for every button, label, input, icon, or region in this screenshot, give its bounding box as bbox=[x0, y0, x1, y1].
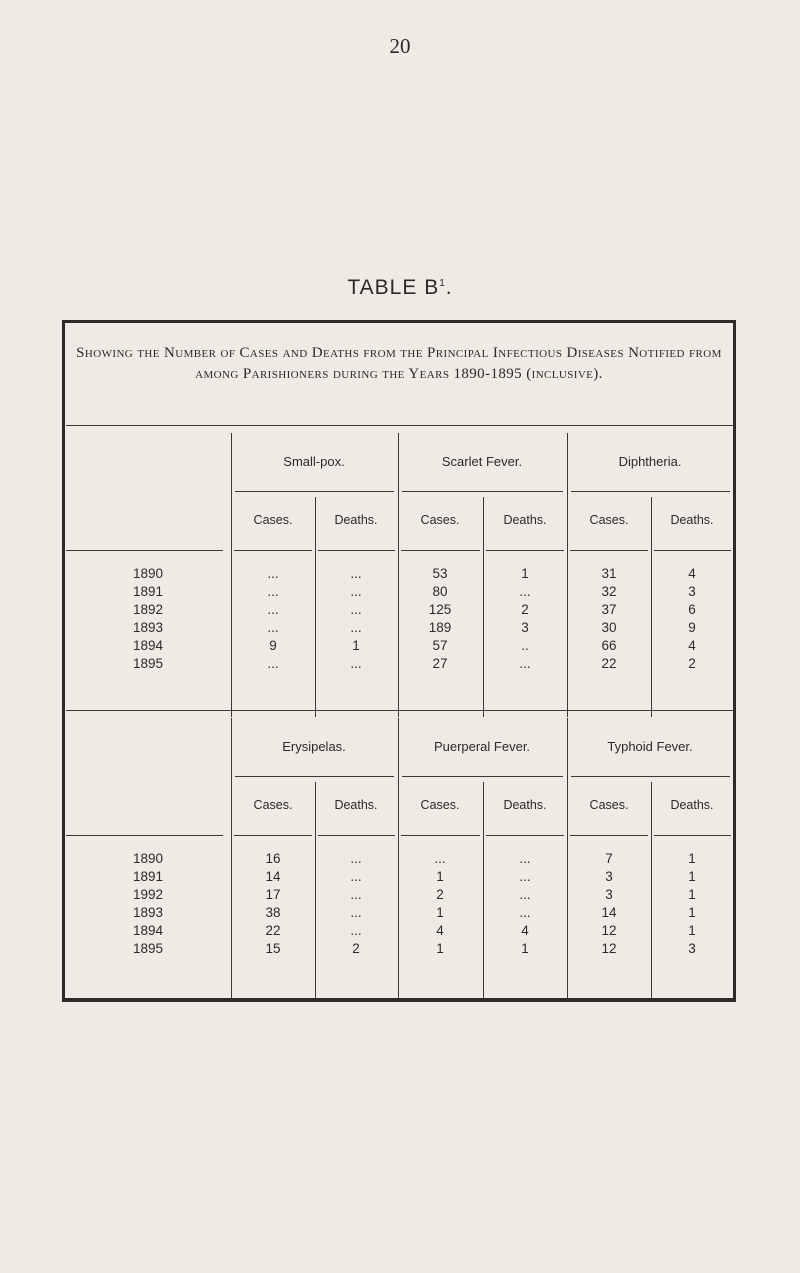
upper-row-value: 3 bbox=[688, 584, 696, 599]
upper-row-value: 30 bbox=[601, 620, 617, 635]
upper-subheader: Cases. bbox=[420, 513, 460, 527]
lower-row-value: 2 bbox=[436, 887, 444, 902]
upper-row-value: 2 bbox=[688, 656, 696, 671]
upper-row-year: 1892 bbox=[132, 602, 164, 617]
upper-row-value: 53 bbox=[432, 566, 448, 581]
lower-row-value: ... bbox=[350, 887, 362, 902]
upper-row-value: ... bbox=[350, 656, 362, 671]
upper-group-header: Diphtheria. bbox=[618, 454, 682, 469]
lower-subheader: Cases. bbox=[253, 798, 293, 812]
lower-row-value: 17 bbox=[265, 887, 281, 902]
lower-row-value: 2 bbox=[352, 941, 360, 956]
lower-header-rule bbox=[234, 835, 312, 836]
upper-row-value: 27 bbox=[432, 656, 448, 671]
lower-row-value: 3 bbox=[605, 887, 613, 902]
lower-subheader: Cases. bbox=[420, 798, 460, 812]
lower-column-divider bbox=[398, 718, 399, 1002]
upper-group-header: Small-pox. bbox=[283, 454, 345, 469]
upper-row-value: 9 bbox=[269, 638, 277, 653]
upper-subheader: Deaths. bbox=[503, 513, 547, 527]
lower-header-rule bbox=[66, 835, 223, 836]
lower-row-year: 1894 bbox=[132, 923, 164, 938]
lower-row-value: 1 bbox=[521, 941, 529, 956]
lower-column-divider bbox=[231, 718, 232, 1002]
upper-header-rule bbox=[486, 550, 564, 551]
upper-row-value: ... bbox=[519, 656, 531, 671]
upper-header-rule bbox=[654, 550, 731, 551]
upper-section-rule bbox=[66, 425, 734, 426]
table-title-text: TABLE B bbox=[347, 276, 440, 299]
lower-row-value: ... bbox=[519, 887, 531, 902]
lower-row-value: 1 bbox=[436, 905, 444, 920]
lower-header-rule bbox=[486, 835, 564, 836]
table-title: TABLE $B^1$. bbox=[347, 276, 453, 299]
upper-group-header: Scarlet Fever. bbox=[441, 454, 523, 469]
upper-subheader: Deaths. bbox=[334, 513, 378, 527]
lower-group-header: Typhoid Fever. bbox=[607, 739, 693, 754]
lower-row-year: 1893 bbox=[132, 905, 164, 920]
lower-row-value: 38 bbox=[265, 905, 281, 920]
upper-column-divider bbox=[651, 497, 652, 717]
upper-row-value: ... bbox=[267, 620, 279, 635]
lower-row-value: 1 bbox=[688, 923, 696, 938]
upper-column-divider bbox=[398, 433, 399, 717]
upper-group-rule bbox=[571, 491, 730, 492]
lower-header-rule bbox=[570, 835, 648, 836]
lower-header-rule bbox=[401, 835, 480, 836]
lower-row-value: 1 bbox=[688, 905, 696, 920]
upper-row-value: 1 bbox=[521, 566, 529, 581]
upper-subheader: Cases. bbox=[589, 513, 629, 527]
upper-column-divider bbox=[567, 433, 568, 717]
upper-row-value: 31 bbox=[601, 566, 617, 581]
upper-row-year: 1890 bbox=[132, 566, 164, 581]
upper-header-rule bbox=[570, 550, 648, 551]
upper-row-value: ... bbox=[267, 566, 279, 581]
lower-group-header: Erysipelas. bbox=[282, 739, 346, 754]
lower-row-value: ... bbox=[434, 851, 446, 866]
upper-row-value: 57 bbox=[432, 638, 448, 653]
upper-row-value: 1 bbox=[352, 638, 360, 653]
upper-row-value: 189 bbox=[428, 620, 452, 635]
lower-row-value: 15 bbox=[265, 941, 281, 956]
upper-row-value: 22 bbox=[601, 656, 617, 671]
upper-row-value: ... bbox=[350, 602, 362, 617]
lower-column-divider bbox=[483, 782, 484, 1002]
lower-group-rule bbox=[402, 776, 563, 777]
lower-subheader: Deaths. bbox=[334, 798, 378, 812]
upper-row-value: 37 bbox=[601, 602, 617, 617]
lower-row-value: 3 bbox=[605, 869, 613, 884]
lower-row-value: ... bbox=[519, 905, 531, 920]
lower-row-value: 22 bbox=[265, 923, 281, 938]
lower-row-value: 12 bbox=[601, 941, 617, 956]
upper-row-value: 3 bbox=[521, 620, 529, 635]
lower-row-value: 1 bbox=[688, 887, 696, 902]
lower-row-year: 1895 bbox=[132, 941, 164, 956]
lower-group-rule bbox=[571, 776, 730, 777]
upper-row-value: ... bbox=[350, 566, 362, 581]
upper-row-year: 1894 bbox=[132, 638, 164, 653]
lower-row-value: 14 bbox=[601, 905, 617, 920]
lower-row-value: 12 bbox=[601, 923, 617, 938]
lower-row-value: 16 bbox=[265, 851, 281, 866]
lower-section-rule bbox=[66, 710, 734, 711]
lower-row-value: 1 bbox=[688, 869, 696, 884]
lower-row-year: 1891 bbox=[132, 869, 164, 884]
upper-row-year: 1893 bbox=[132, 620, 164, 635]
upper-column-divider bbox=[315, 497, 316, 717]
lower-column-divider bbox=[651, 782, 652, 1002]
lower-header-rule bbox=[654, 835, 731, 836]
lower-row-value: ... bbox=[350, 923, 362, 938]
upper-row-value: .. bbox=[521, 638, 529, 653]
upper-header-rule bbox=[318, 550, 395, 551]
upper-row-value: ... bbox=[519, 584, 531, 599]
upper-group-rule bbox=[402, 491, 563, 492]
upper-row-value: 80 bbox=[432, 584, 448, 599]
upper-header-rule bbox=[401, 550, 480, 551]
lower-row-value: ... bbox=[519, 869, 531, 884]
lower-row-value: 4 bbox=[521, 923, 529, 938]
upper-row-value: 32 bbox=[601, 584, 617, 599]
lower-row-value: 4 bbox=[436, 923, 444, 938]
upper-row-year: 1891 bbox=[132, 584, 164, 599]
upper-row-value: ... bbox=[350, 620, 362, 635]
lower-subheader: Deaths. bbox=[670, 798, 714, 812]
lower-row-value: 1 bbox=[436, 941, 444, 956]
page-number: 20 bbox=[389, 34, 411, 58]
lower-subheader: Cases. bbox=[589, 798, 629, 812]
upper-row-value: ... bbox=[267, 584, 279, 599]
upper-column-divider bbox=[483, 497, 484, 717]
upper-row-value: 6 bbox=[688, 602, 696, 617]
lower-column-divider bbox=[315, 782, 316, 1002]
upper-group-rule bbox=[235, 491, 394, 492]
upper-subheader: Deaths. bbox=[670, 513, 714, 527]
upper-row-value: 2 bbox=[521, 602, 529, 617]
table-caption: Showing the Number of Cases and Deaths from the Principal Infectious Diseases Notified from among Parishioners during the Years 1890-1895 (inclusive). bbox=[76, 345, 722, 382]
upper-row-value: 4 bbox=[688, 638, 696, 653]
lower-row-value: 1 bbox=[436, 869, 444, 884]
upper-row-value: 4 bbox=[688, 566, 696, 581]
upper-header-rule bbox=[66, 550, 223, 551]
upper-row-value: ... bbox=[267, 602, 279, 617]
lower-column-divider bbox=[567, 718, 568, 1002]
upper-header-rule bbox=[234, 550, 312, 551]
lower-row-value: 1 bbox=[688, 851, 696, 866]
lower-row-value: 3 bbox=[688, 941, 696, 956]
lower-row-value: ... bbox=[350, 851, 362, 866]
lower-row-value: 14 bbox=[265, 869, 281, 884]
lower-row-value: ... bbox=[519, 851, 531, 866]
upper-row-year: 1895 bbox=[132, 656, 164, 671]
upper-subheader: Cases. bbox=[253, 513, 293, 527]
lower-header-rule bbox=[318, 835, 395, 836]
upper-column-divider bbox=[231, 433, 232, 717]
lower-group-rule bbox=[235, 776, 394, 777]
lower-row-year: 1890 bbox=[132, 851, 164, 866]
table-title-superscript: 1 bbox=[439, 278, 446, 289]
upper-row-value: 9 bbox=[688, 620, 696, 635]
upper-row-value: ... bbox=[267, 656, 279, 671]
upper-row-value: ... bbox=[350, 584, 362, 599]
upper-row-value: 125 bbox=[428, 602, 452, 617]
lower-group-header: Puerperal Fever. bbox=[433, 739, 531, 754]
lower-row-value: ... bbox=[350, 869, 362, 884]
upper-row-value: 66 bbox=[601, 638, 617, 653]
lower-row-value: 7 bbox=[605, 851, 613, 866]
lower-row-value: ... bbox=[350, 905, 362, 920]
lower-subheader: Deaths. bbox=[503, 798, 547, 812]
lower-row-year: 1992 bbox=[132, 887, 164, 902]
